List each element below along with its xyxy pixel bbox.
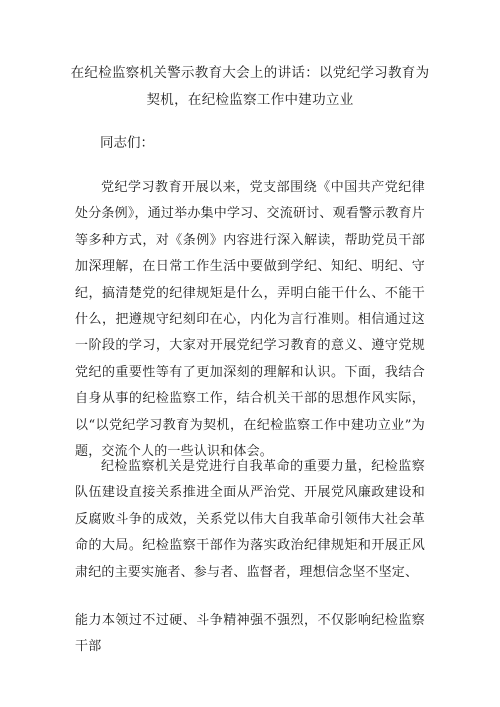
- paragraph-2: 纪检监察机关是党进行自我革命的重要力量，纪检监察队伍建设直接关系推进全面从严治党、开展党风廉政建设和反腐败斗争的成效，关系党以伟大自我革命引领伟大社会革命的大局。纪检监察干部作为落实政治纪律规矩和开展正风肃纪的主要实施者、参与者、监督者，理想信念坚不坚定、: [75, 459, 425, 580]
- paragraph-1: 党纪学习教育开展以来，党支部围绕《中国共产党纪律处分条例》，通过举办集中学习、交流研讨、观看警示教育片等多种方式，对《条例》内容进行深入解读，帮助党员干部加深理解，在日常工作生活中要做到学纪、知纪、明纪、守纪，搞清楚党的纪律规矩是什么，弄明白能干什么、不能干什么，把遵规守纪刻印在心，内化为言行准则。相信通过这一阶段的学习，大家对开展党纪学习教育的意义、遵守党规党纪的重要性等有了更加深刻的理解和认识。下面，我结合自身从事的纪检监察工作，结合机关干部的思想作风实际，以“以党纪学习教育为契机，在纪检监察工作中建功立业”为题，交流个人的一些认识和体会。: [75, 180, 425, 460]
- document-title-line-1: 在纪检监察机关警示教育大会上的讲话：以党纪学习教育为: [70, 65, 430, 81]
- paragraph-3: 能力本领过不过硬、斗争精神强不强烈，不仅影响纪检监察干部: [75, 613, 425, 655]
- document-title-line-2: 契机，在纪检监察工作中建功立业: [146, 92, 354, 108]
- salutation: 同志们：: [100, 135, 154, 151]
